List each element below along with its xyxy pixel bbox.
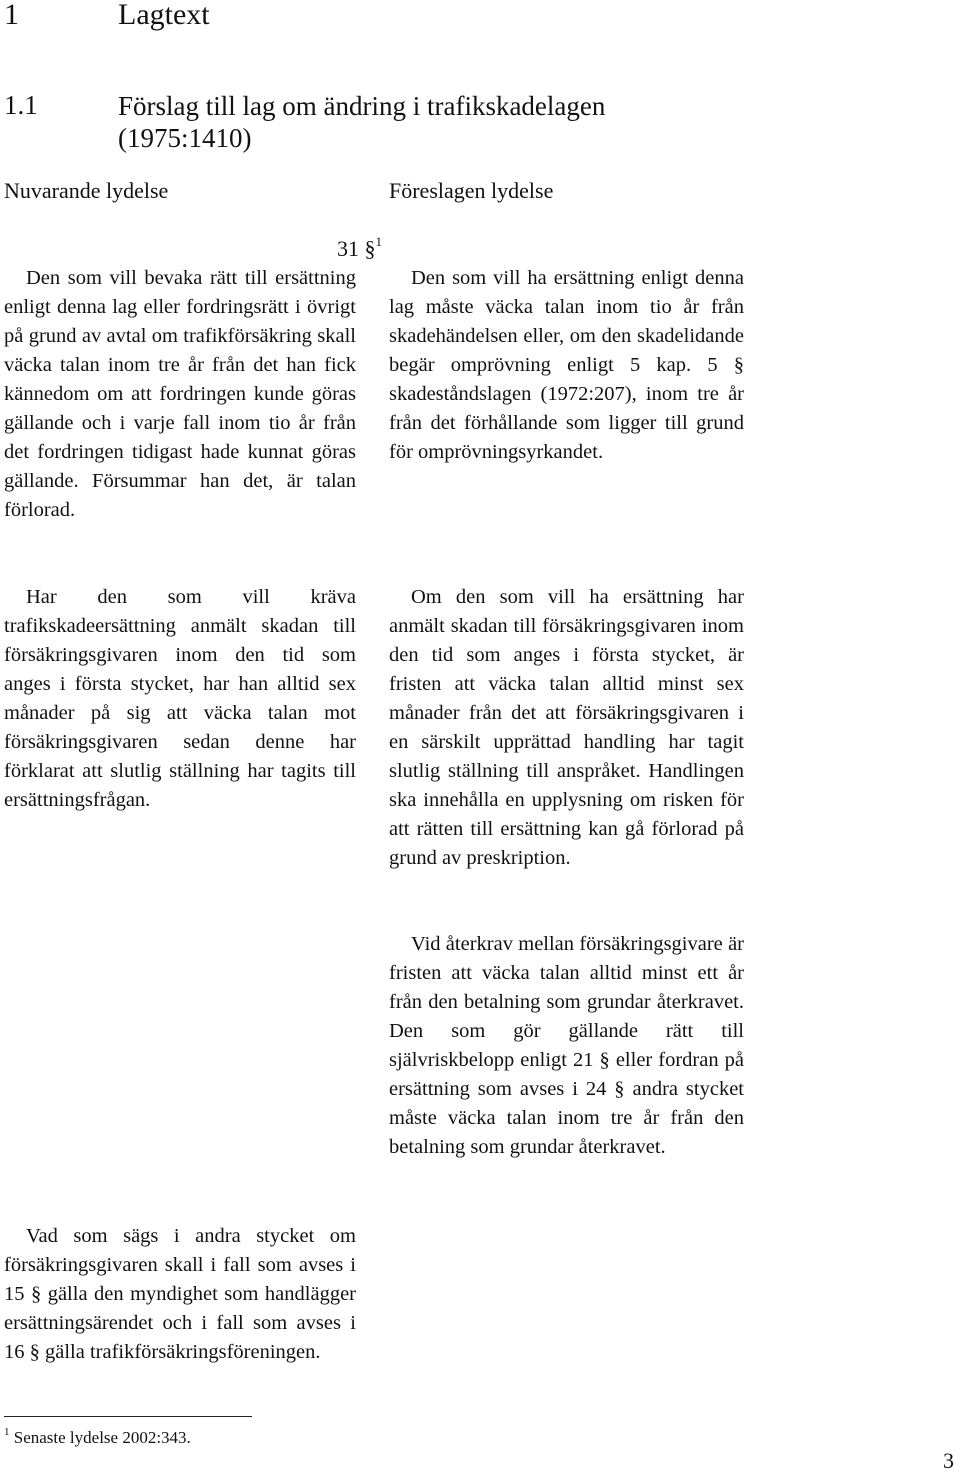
section-title: Förslag till lag om ändring i trafikskadelagen (1975:1410) <box>118 91 606 153</box>
proposed-paragraph-3: Vid återkrav mellan försäkringsgivare är fristen att väcka talan alltid minst ett år från den betalning som grundar återkravet. Den som gör gällande rätt till självriskbelopp enligt 21 § eller fordran på ersättning som avses i 24 § andra stycket måste väcka talan inom tre år från den betalning som grundar återkravet. <box>389 933 744 1158</box>
proposed-paragraph-1: Den som vill ha ersättning enligt denna lag måste väcka talan inom tio år från skadehändelsen eller, om den skadelidande begär omprövning enligt 5 kap. 5 § skadeståndslagen (1972:207), inom tre år från det förhållande som ligger till grund för omprövningsyrkandet. <box>389 267 744 463</box>
paragraph-reference-text: 31 § <box>337 236 376 261</box>
proposed-paragraph-2: Om den som vill ha ersättning har anmält skadan till försäkringsgivaren inom den tid som anges i första stycket, är fristen att väcka talan alltid minst sex månader från det att försäkringsgivaren i en särskilt upprättad handling har tagit slutlig ställning till anspråket. Handlingen ska innehålla en upplysning om risken för att rätten till ersättning kan gå förlorad på grund av preskription. <box>389 586 744 869</box>
current-paragraph-2: Har den som vill kräva trafikskadeersättning anmält skadan till försäkringsgivaren inom den tid som anges i första stycket, har han alltid sex månader på sig att väcka talan mot försäkringsgivaren sedan denne har förklarat att slutlig ställning har tagits till ersättningsfrågan. <box>4 586 356 811</box>
proposed-wording-header: Föreslagen lydelse <box>389 178 554 203</box>
page-number: 3 <box>943 1448 954 1473</box>
chapter-number: 1 <box>4 0 19 31</box>
paragraph-reference <box>337 236 382 262</box>
footnote <box>4 1428 191 1448</box>
footnote-divider <box>4 1416 252 1417</box>
footnote-text: Senaste lydelse 2002:343. <box>13 1428 191 1447</box>
current-wording-header: Nuvarande lydelse <box>4 178 169 203</box>
footnote-marker: 1 <box>375 234 382 249</box>
footnote-number: 1 <box>4 1426 10 1438</box>
chapter-title: Lagtext <box>118 0 210 31</box>
current-paragraph-3: Vad som sägs i andra stycket om försäkringsgivaren skall i fall som avses i 15 § gälla den myndighet som handlägger ersättningsärendet och i fall som avses i 16 § gälla trafikförsäkringsföreningen. <box>4 1225 356 1363</box>
section-number: 1.1 <box>4 90 38 120</box>
current-paragraph-1: Den som vill bevaka rätt till ersättning enligt denna lag eller fordringsrätt i övrigt på grund av avtal om trafikförsäkring skall väcka talan inom tre år från det han fick kännedom om att fordringen kunde göras gällande och i varje fall inom tio år från det fordringen tidigast hade kunnat göras gällande. Försummar han det, är talan förlorad. <box>4 267 356 521</box>
